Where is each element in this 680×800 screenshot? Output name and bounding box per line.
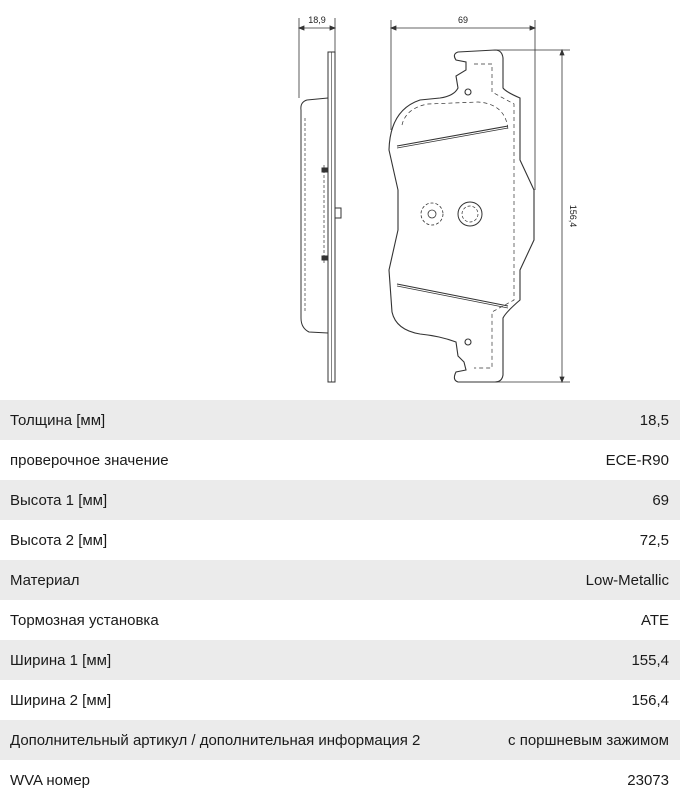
spec-value: 156,4 — [631, 691, 669, 709]
spec-row-additional-info — [0, 720, 680, 760]
height-dimension — [391, 20, 535, 190]
thickness-dimension-label: 18,9 — [308, 15, 326, 25]
spec-label: Высота 1 [мм] — [10, 491, 108, 509]
spec-row-width-2 — [0, 680, 680, 720]
width-dimension — [495, 50, 570, 382]
spec-value: 72,5 — [639, 531, 669, 549]
spec-label: Ширина 1 [мм] — [10, 651, 112, 669]
height-dimension-label: 69 — [457, 15, 469, 25]
spec-value: 155,4 — [631, 651, 669, 669]
spec-value: 23073 — [627, 771, 669, 789]
spec-row-material — [0, 560, 680, 600]
spec-row-wva-number — [0, 760, 680, 800]
spec-label: Тормозная установка — [10, 611, 159, 629]
spec-label: WVA номер — [10, 771, 91, 789]
spec-row-width-1 — [0, 640, 680, 680]
spec-value: ATE — [640, 611, 669, 629]
spec-label: проверочное значение — [10, 451, 169, 469]
spec-row-height-1 — [0, 480, 680, 520]
spec-row-height-2 — [0, 520, 680, 560]
side-view — [301, 52, 341, 382]
spec-table — [0, 400, 680, 800]
spec-value: ECE-R90 — [605, 451, 669, 469]
spec-row-test-value — [0, 440, 680, 480]
spec-value: с поршневым зажимом — [508, 731, 669, 749]
spec-label: Материал — [10, 571, 80, 589]
spec-row-thickness — [0, 400, 680, 440]
thickness-dimension — [299, 18, 335, 98]
spec-value: 69 — [652, 491, 669, 509]
spec-row-brake-system — [0, 600, 680, 640]
front-view — [389, 50, 534, 382]
width-dimension-label: 156,4 — [568, 204, 578, 228]
spec-label: Толщина [мм] — [10, 411, 106, 429]
spec-label: Высота 2 [мм] — [10, 531, 108, 549]
spec-value: 18,5 — [639, 411, 669, 429]
spec-label: Ширина 2 [мм] — [10, 691, 112, 709]
spec-value: Low-Metallic — [585, 571, 669, 589]
spec-label: Дополнительный артикул / дополнительная информация 2 — [10, 731, 421, 749]
